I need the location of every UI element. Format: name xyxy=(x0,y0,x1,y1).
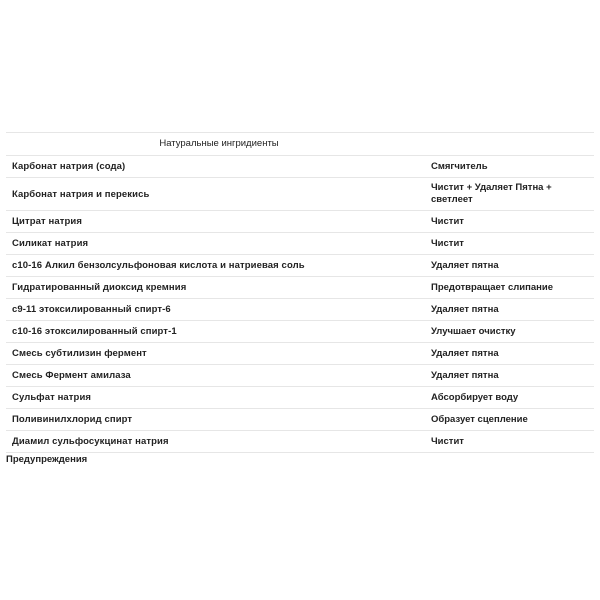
ingredient-name: Цитрат натрия xyxy=(12,216,82,227)
table-row xyxy=(6,364,594,386)
ingredient-name: с9-11 этоксилированный спирт-6 xyxy=(12,304,171,315)
table-header xyxy=(6,132,594,155)
ingredient-function: Удаляет пятна xyxy=(431,259,499,271)
ingredient-function: Удаляет пятна xyxy=(431,303,499,315)
ingredient-function: Чистит xyxy=(431,237,464,249)
ingredient-name: с10-16 этоксилированный спирт-1 xyxy=(12,326,177,337)
ingredient-function: Удаляет пятна xyxy=(431,347,499,359)
table-row xyxy=(6,386,594,408)
ingredient-function: Образует сцепление xyxy=(431,413,528,425)
table-header-title: Натуральные ингридиенты xyxy=(159,138,279,149)
table-row xyxy=(6,177,594,210)
ingredient-function: Смягчитель xyxy=(431,160,488,172)
ingredient-name: Силикат натрия xyxy=(12,238,89,249)
ingredient-name: Смесь Фермент амилаза xyxy=(12,370,131,381)
ingredient-name: Гидратированный диоксид кремния xyxy=(12,282,187,293)
ingredient-function: Чистит + Удаляет Пятна + светлеет xyxy=(431,182,552,205)
ingredient-name: Карбонат натрия (сода) xyxy=(12,161,126,172)
table-row xyxy=(6,408,594,430)
ingredient-function: Абсорбирует воду xyxy=(431,391,519,403)
warnings-heading: Предупреждения xyxy=(6,454,88,465)
ingredient-name: Поливинилхлорид спирт xyxy=(12,414,133,425)
ingredient-function: Чистит xyxy=(431,435,464,447)
table-row xyxy=(6,430,594,453)
ingredient-name: Смесь субтилизин фермент xyxy=(12,348,147,359)
table-row xyxy=(6,155,594,177)
table-row xyxy=(6,298,594,320)
ingredient-function: Чистит xyxy=(431,215,464,227)
ingredient-name: с10-16 Алкил бензолсульфоновая кислота и натриевая соль xyxy=(12,260,305,271)
ingredient-function: Предотвращает слипание xyxy=(431,281,553,293)
ingredient-name: Диамил сульфосукцинат натрия xyxy=(12,436,169,447)
table-row xyxy=(6,254,594,276)
ingredient-name: Сульфат натрия xyxy=(12,392,92,403)
ingredient-function: Удаляет пятна xyxy=(431,369,499,381)
ingredient-name: Карбонат натрия и перекись xyxy=(12,188,150,200)
ingredients-table xyxy=(6,132,594,453)
table-row xyxy=(6,342,594,364)
table-row xyxy=(6,210,594,232)
table-row xyxy=(6,232,594,254)
table-row xyxy=(6,276,594,298)
table-row xyxy=(6,320,594,342)
ingredient-function: Улучшает очистку xyxy=(431,325,516,337)
